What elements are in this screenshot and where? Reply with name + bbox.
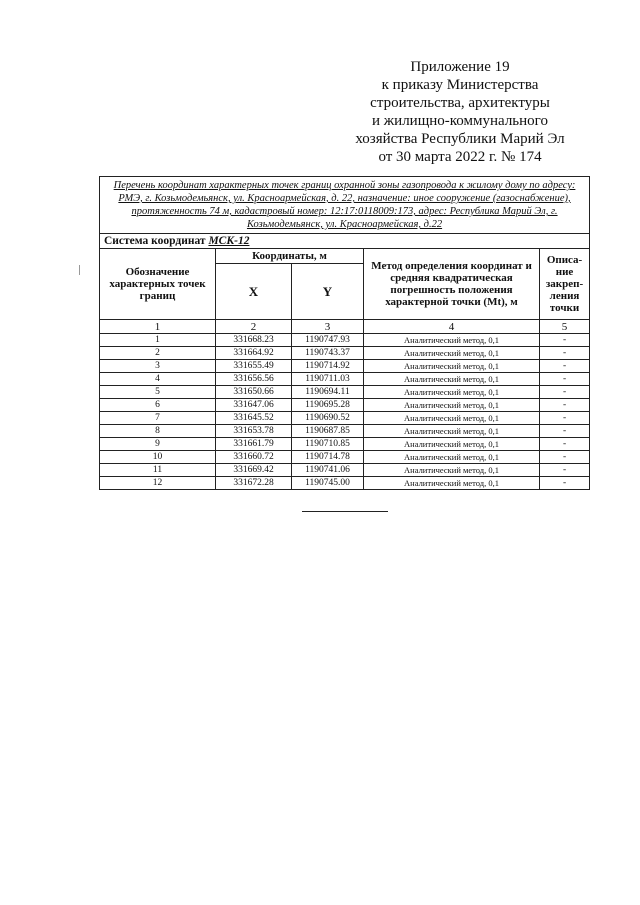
cell-x: 331664.92 [216,347,292,360]
cell-y: 1190695.28 [292,399,364,412]
cell-description: - [540,399,590,412]
cell-point: 8 [100,425,216,438]
cell-y: 1190741.06 [292,464,364,477]
cell-x: 331672.28 [216,477,292,490]
table-row [100,425,590,438]
cell-point: 7 [100,412,216,425]
column-number: 4 [364,320,540,334]
cell-x: 331653.78 [216,425,292,438]
table-caption: Перечень координат характерных точек границ охранной зоны газопровода к жилому дому по адресу: РМЭ, г. Козьмодемьянск, ул. Красноармейская, д. 22, назначение: иное сооружение (газоснабжение), протяженность 74 м, кадастровый номер: 12:17:0118009:173, адрес: Республика Марий Эл, г. Козьмодемьянск, ул. Красноармейская, д.22 [100,177,590,234]
header-description: Описа-ние закреп-ления точки [540,249,590,320]
cell-x: 331660.72 [216,451,292,464]
cell-description: - [540,334,590,347]
header-method: Метод определения координат и средняя квадратическая погрешность положения характерной точки (Mt), м [364,249,540,320]
cell-description: - [540,438,590,451]
header-y: Y [292,264,364,320]
column-number: 3 [292,320,364,334]
table-row [100,438,590,451]
cell-x: 331650.66 [216,386,292,399]
coordinate-system-value: МСК-12 [208,235,250,247]
column-number: 5 [540,320,590,334]
table-row [100,334,590,347]
cell-x: 331669.42 [216,464,292,477]
cell-y: 1190690.52 [292,412,364,425]
cell-y: 1190745.00 [292,477,364,490]
end-divider [302,511,388,512]
cell-description: - [540,451,590,464]
cell-x: 331668.23 [216,334,292,347]
cell-y: 1190714.78 [292,451,364,464]
cell-method: Аналитический метод, 0,1 [364,425,540,438]
cell-point: 11 [100,464,216,477]
appendix-line: строительства, архитектуры [370,95,550,111]
cell-method: Аналитический метод, 0,1 [364,477,540,490]
cell-description: - [540,360,590,373]
cell-description: - [540,386,590,399]
cell-x: 331647.06 [216,399,292,412]
table-row [100,360,590,373]
appendix-line: Приложение 19 [410,59,510,75]
cell-description: - [540,347,590,360]
appendix-line: и жилищно-коммунального [372,113,548,129]
cell-y: 1190710.85 [292,438,364,451]
cell-method: Аналитический метод, 0,1 [364,347,540,360]
cell-method: Аналитический метод, 0,1 [364,373,540,386]
cell-y: 1190711.03 [292,373,364,386]
cell-method: Аналитический метод, 0,1 [364,438,540,451]
column-number: 2 [216,320,292,334]
cell-y: 1190714.92 [292,360,364,373]
header-coordinates: Координаты, м [216,249,364,264]
column-numbers-row [100,320,590,334]
table-row [100,347,590,360]
cell-x: 331655.49 [216,360,292,373]
cell-method: Аналитический метод, 0,1 [364,334,540,347]
header-point: Обозначение характерных точек границ [100,249,216,320]
cell-y: 1190747.93 [292,334,364,347]
appendix-line: хозяйства Республики Марий Эл [355,131,565,147]
cell-x: 331661.79 [216,438,292,451]
cell-x: 331645.52 [216,412,292,425]
cell-point: 12 [100,477,216,490]
cell-description: - [540,464,590,477]
cell-point: 3 [100,360,216,373]
cell-y: 1190743.37 [292,347,364,360]
table-row [100,373,590,386]
cell-description: - [540,412,590,425]
cell-method: Аналитический метод, 0,1 [364,360,540,373]
appendix-line: от 30 марта 2022 г. № 174 [378,149,542,165]
cell-point: 2 [100,347,216,360]
cell-point: 4 [100,373,216,386]
cell-description: - [540,477,590,490]
cell-method: Аналитический метод, 0,1 [364,386,540,399]
cell-point: 6 [100,399,216,412]
coordinate-system-label: Система координат [104,235,206,247]
cell-method: Аналитический метод, 0,1 [364,451,540,464]
table-row [100,412,590,425]
cell-description: - [540,425,590,438]
cell-method: Аналитический метод, 0,1 [364,399,540,412]
cell-point: 10 [100,451,216,464]
table-row [100,451,590,464]
cell-point: 5 [100,386,216,399]
cell-point: 1 [100,334,216,347]
header-x: X [216,264,292,320]
coordinates-table [99,176,590,490]
cell-point: 9 [100,438,216,451]
cell-y: 1190687.85 [292,425,364,438]
cell-y: 1190694.11 [292,386,364,399]
cell-method: Аналитический метод, 0,1 [364,412,540,425]
table-row [100,399,590,412]
table-row [100,386,590,399]
table-row [100,477,590,490]
margin-mark [79,265,80,275]
coordinate-system [100,234,590,249]
cell-method: Аналитический метод, 0,1 [364,464,540,477]
table-row [100,464,590,477]
appendix-line: к приказу Министерства [381,77,539,93]
cell-description: - [540,373,590,386]
appendix-header [330,58,590,166]
column-number: 1 [100,320,216,334]
cell-x: 331656.56 [216,373,292,386]
